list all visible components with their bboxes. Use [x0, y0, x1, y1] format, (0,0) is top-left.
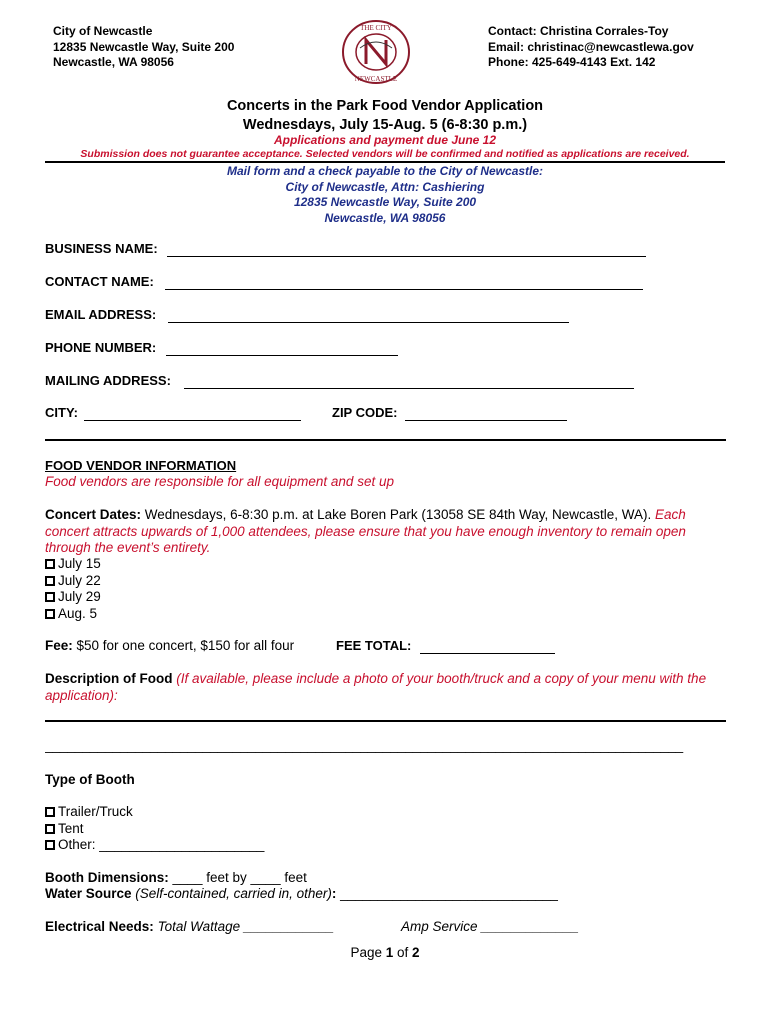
date-option[interactable] [45, 556, 101, 573]
checkbox-icon[interactable] [45, 840, 55, 850]
fee-total-label: FEE TOTAL: [336, 638, 412, 653]
fee-label: Fee: [45, 638, 73, 653]
mail-line-2: City of Newcastle, Attn: Cashiering [285, 179, 485, 194]
contact-block [488, 24, 694, 71]
checkbox-icon[interactable] [45, 592, 55, 602]
zip-field[interactable] [405, 420, 567, 421]
booth-option[interactable] [45, 821, 264, 838]
mail-line-4: Newcastle, WA 98056 [324, 210, 446, 225]
total-wattage-field[interactable]: Total Wattage ____________ [153, 919, 334, 934]
booth-option[interactable] [45, 804, 264, 821]
concert-dates-note: Each concert attracts upwards of 1,000 attendees, please ensure that you have enough inventory to remain open through the event’s entirety. [45, 507, 686, 555]
mailing-address-field[interactable] [184, 388, 634, 389]
food-description-note: (If available, please include a photo of your booth/truck and a copy of your menu with the application): [45, 671, 707, 703]
food-description-field-2[interactable]: _____________________________________________________________________________________ [45, 738, 684, 753]
fee-text [45, 638, 294, 655]
city-name: City of Newcastle [53, 24, 153, 38]
booth-dimensions [45, 870, 307, 887]
svg-text:THE CITY: THE CITY [360, 24, 392, 32]
business-name-label: BUSINESS NAME: [45, 241, 158, 256]
date-option[interactable] [45, 589, 101, 606]
due-notice: Applications and payment due June 12 [273, 133, 497, 147]
water-source-label: Water Source [45, 886, 132, 901]
page-of-word: of [393, 945, 413, 960]
mail-instructions [0, 164, 770, 226]
booth-option-label: Trailer/Truck [58, 804, 133, 819]
fee-total-field[interactable] [420, 653, 555, 654]
contact-name-field[interactable] [165, 289, 643, 290]
date-option[interactable] [45, 606, 101, 623]
business-name-field[interactable] [167, 256, 646, 257]
electrical-needs [45, 919, 334, 936]
page-word: Page [350, 945, 386, 960]
mail-line-1: Mail form and a check payable to the City of Newcastle: [226, 164, 544, 178]
city-field[interactable] [84, 420, 301, 421]
booth-option-label: Tent [58, 820, 84, 836]
date-checkbox-list [45, 556, 101, 622]
page-number [0, 945, 770, 960]
page-current: 1 [385, 945, 394, 960]
date-option-label: Aug. 5 [58, 605, 98, 621]
mailing-address-label: MAILING ADDRESS: [45, 373, 171, 388]
phone-field[interactable] [166, 355, 398, 356]
booth-dimensions-blanks[interactable]: ____ feet by ____ feet [168, 870, 307, 885]
water-source-colon: : [331, 886, 337, 901]
city-street: 12835 Newcastle Way, Suite 200 [53, 39, 235, 54]
email-field[interactable] [168, 322, 569, 323]
contact-phone: Phone: 425-649-4143 Ext. 142 [488, 55, 656, 69]
amp-service-field[interactable]: Amp Service _____________ [401, 919, 579, 934]
contact-email: Email: christinac@newcastlewa.gov [488, 39, 694, 54]
water-source-field[interactable]: _____________________________ [336, 886, 558, 901]
contact-name: Contact: Christina Corrales-Toy [488, 24, 669, 38]
electrical-needs-label: Electrical Needs: [45, 919, 154, 934]
checkbox-icon[interactable] [45, 609, 55, 619]
mail-line-3: 12835 Newcastle Way, Suite 200 [293, 195, 477, 209]
checkbox-icon[interactable] [45, 807, 55, 817]
city-seal-logo [338, 18, 414, 86]
fee-details: $50 for one concert, $150 for all four [72, 638, 295, 653]
concert-dates-text: Wednesdays, 6-8:30 p.m. at Lake Boren Park (13058 SE 84th Way, Newcastle, WA). [141, 507, 656, 522]
booth-checkbox-list [45, 804, 264, 854]
email-label: EMAIL ADDRESS: [45, 307, 157, 322]
concert-dates-paragraph [45, 507, 725, 557]
city-label: CITY: [45, 405, 78, 420]
checkbox-icon[interactable] [45, 824, 55, 834]
food-description-label: Description of Food [45, 671, 173, 686]
date-option[interactable] [45, 573, 101, 590]
date-option-label: July 15 [58, 556, 101, 571]
checkbox-icon[interactable] [45, 559, 55, 569]
disclaimer: Submission does not guarantee acceptance. Selected vendors will be confirmed and notified as applications are received. [80, 148, 690, 160]
date-option-label: July 22 [58, 572, 101, 588]
booth-dimensions-label: Booth Dimensions: [45, 870, 169, 885]
water-source-note: (Self-contained, carried in, other) [131, 886, 332, 901]
vendor-heading: FOOD VENDOR INFORMATION [45, 458, 237, 473]
city-zip: Newcastle, WA 98056 [53, 55, 174, 69]
concert-dates-label: Concert Dates: [45, 507, 142, 522]
checkbox-icon[interactable] [45, 576, 55, 586]
booth-option[interactable] [45, 837, 264, 854]
svg-text:NEWCASTLE: NEWCASTLE [354, 75, 398, 83]
contact-name-label: CONTACT NAME: [45, 274, 154, 289]
vendor-note: Food vendors are responsible for all equipment and set up [45, 474, 394, 489]
phone-label: PHONE NUMBER: [45, 340, 157, 355]
section-divider [45, 439, 726, 441]
city-address-block [53, 24, 234, 71]
booth-heading: Type of Booth [45, 772, 135, 787]
form-title: Concerts in the Park Food Vendor Application [226, 98, 544, 114]
header-divider [45, 161, 725, 163]
page-total: 2 [412, 945, 420, 960]
date-option-label: July 29 [58, 589, 101, 604]
form-subtitle: Wednesdays, July 15-Aug. 5 (6-8:30 p.m.) [242, 117, 528, 133]
booth-option-label: Other: ______________________ [58, 837, 265, 852]
water-source [45, 886, 558, 903]
zip-label: ZIP CODE: [332, 405, 398, 420]
food-description-paragraph [45, 671, 735, 704]
food-description-field[interactable] [45, 720, 726, 722]
